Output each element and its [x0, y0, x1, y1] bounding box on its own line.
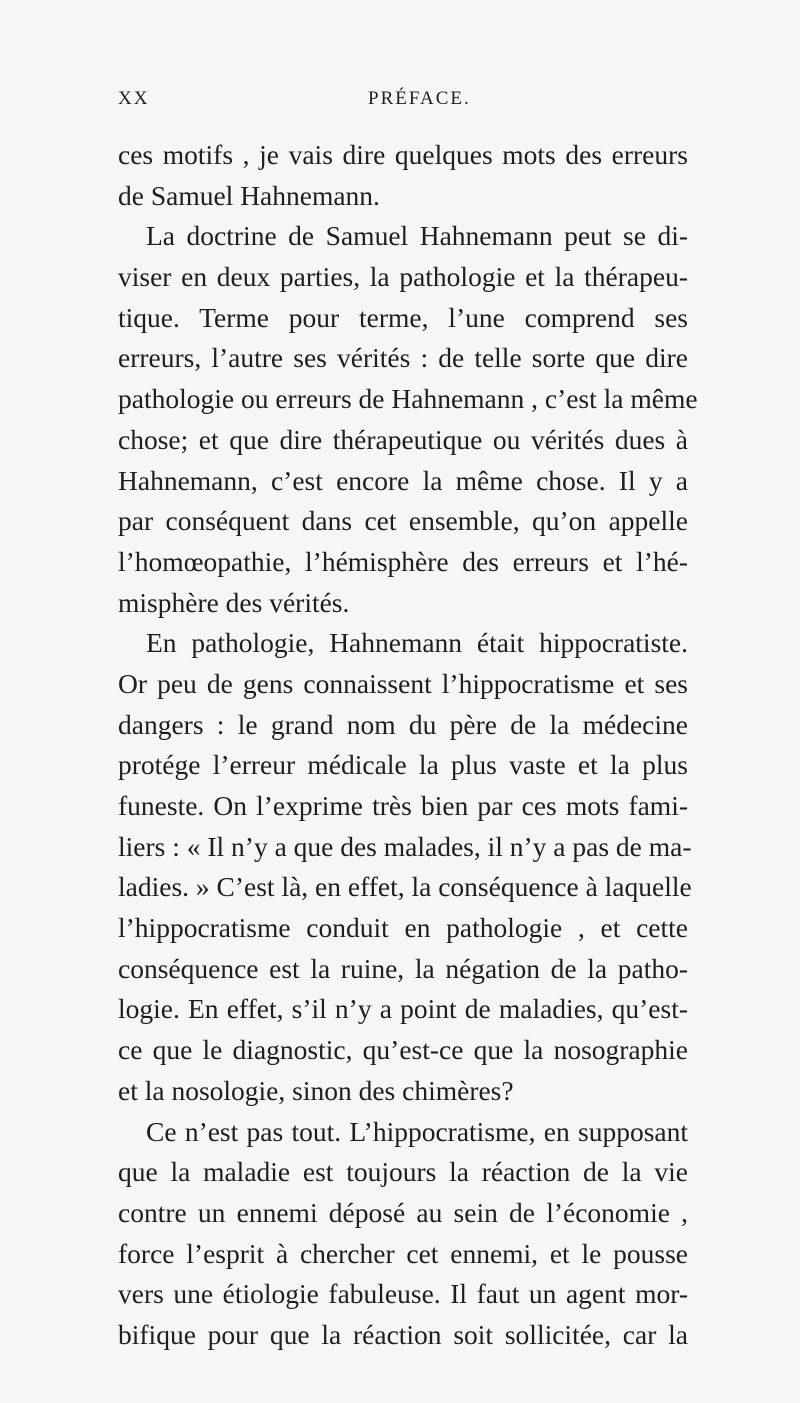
text-line: pathologie ou erreurs de Hahnemann , c’est la même [118, 383, 698, 415]
text-line: viser en deux parties, la pathologie et la thérapeu- [118, 261, 688, 293]
text-line: bifique pour que la réaction soit sollicitée, car la [118, 1318, 688, 1350]
text-line: erreurs, l’autre ses vérités : de telle sorte que dire [118, 342, 688, 374]
text-line: En pathologie, Hahnemann était hippocratiste. [146, 627, 688, 659]
text-line: l’hippocratisme conduit en pathologie , et cette [118, 912, 688, 944]
text-line: que la maladie est toujours la réaction de la vie [118, 1156, 688, 1188]
text-line: vers une étiologie fabuleuse. Il faut un agent mor- [118, 1278, 688, 1310]
text-line: tique. Terme pour terme, l’une comprend ses [118, 301, 688, 333]
text-line: de Samuel Hahnemann. [118, 179, 380, 211]
text-line: misphère des vérités. [118, 586, 350, 618]
page-number: XX [118, 88, 150, 109]
text-line: liers : « Il n’y a que des malades, il n’y a pas de ma- [118, 830, 692, 862]
text-line: conséquence est la ruine, la négation de la patho- [118, 952, 688, 984]
running-head [0, 84, 800, 114]
text-line: ladies. » C’est là, en effet, la conséquence à laquelle [118, 871, 692, 903]
text-line: Or peu de gens connaissent l’hippocratisme et ses [118, 667, 688, 699]
text-line: dangers : le grand nom du père de la médecine [118, 708, 688, 740]
text-line: Ce n’est pas tout. L’hippocratisme, en supposant [146, 1115, 688, 1147]
text-line: funeste. On l’exprime très bien par ces mots fami- [118, 790, 688, 821]
text-line: contre un ennemi déposé au sein de l’économie , [118, 1196, 688, 1228]
text-line: protége l’erreur médicale la plus vaste et la plus [118, 749, 688, 781]
text-line: ces motifs , je vais dire quelques mots des erreurs [118, 139, 688, 170]
text-line: l’homœopathie, l’hémisphère des erreurs et l’hé- [118, 545, 688, 577]
text-line: chose; et que dire thérapeutique ou vérités dues à [118, 423, 688, 455]
text-line: ce que le diagnostic, qu’est-ce que la nosographie [118, 1034, 688, 1066]
text-line: Hahnemann, c’est encore la même chose. Il y a [118, 464, 688, 496]
running-title: PRÉFACE. [368, 88, 471, 109]
text-line: par conséquent dans cet ensemble, qu’on appelle [118, 505, 688, 537]
text-line: logie. En effet, s’il n’y a point de maladies, qu’est- [118, 993, 688, 1025]
text-line: La doctrine de Samuel Hahnemann peut se di- [146, 220, 688, 252]
text-line: force l’esprit à chercher cet ennemi, et le pousse [118, 1237, 688, 1269]
text-line: et la nosologie, sinon des chimères? [118, 1074, 514, 1106]
body-text [118, 135, 698, 1356]
